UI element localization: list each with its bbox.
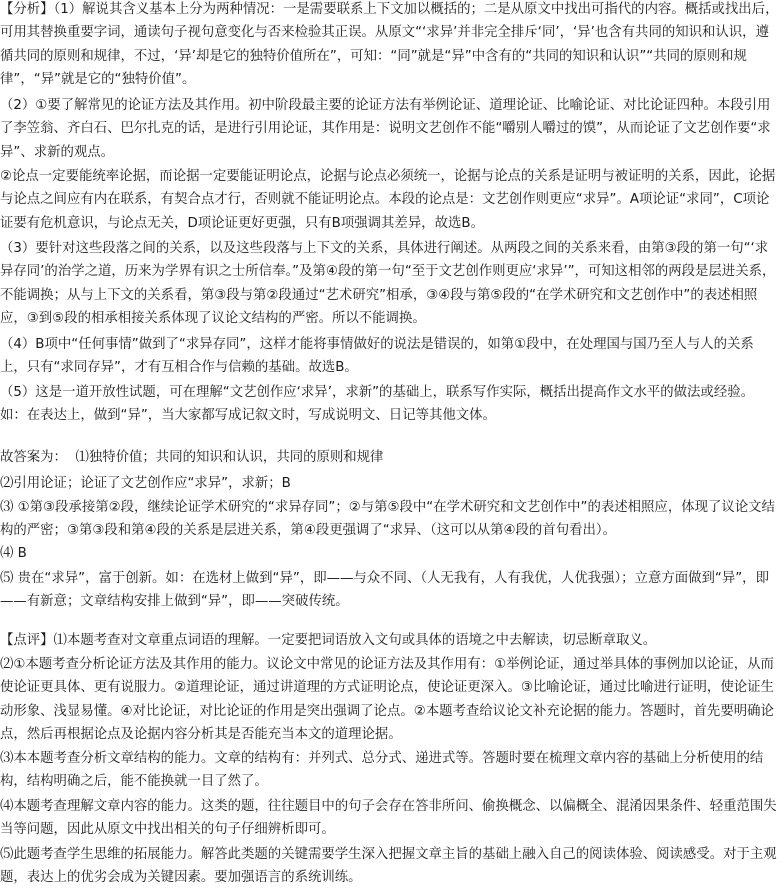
comment-1: 【点评】⑴本题考查对文章重点词语的理解。一定要把词语放入文句或具体的语境之中去解读，切忌断章取义。: [0, 633, 657, 648]
answer-4: ⑷ B: [0, 546, 27, 561]
answer-2: ⑵引用论证；论证了文艺创作应“求异”，求新；B: [0, 476, 291, 491]
analysis-part-3: （3）要针对这些段落之间的关系，以及这些段落与上下文的关系，具体进行阐述。从两段之间的关系来看，由第③段的第一句“‘求异存同’的治学之道，历来为学界有识之士所信奉。”及第④段的第一句“至于文艺创作则更应‘求异’”，可知这相邻的两段是层进关系，不能调换；从与上下文的关系看，第③段与第②段通过“艺术研究”相承，③④段与第⑤段的“在学术研究和文艺创作中”的表述相照应，③到⑤段的相承相接关系体现了议论文结构的严密。所以不能调换。: [0, 241, 776, 326]
comment-5: ⑸此题考查学生思维的拓展能力。解答此类题的关键需要学生深入把握文章主旨的基础上融入自己的阅读体验、阅读感受。对于主观题，表达上的优劣会成为关键因素。要加强语言的系统训练。: [0, 847, 777, 886]
comment-3: ⑶本本题考查分析文章结构的能力。文章的结构有：并列式、总分式、递进式等。答题时要在梳理文章内容的基础上分析使用的结构，结构明确之后，能不能换就一目了然了。: [0, 751, 764, 790]
analysis-part-2-2: ②论点一定要能统率论据，而论据一定要能证明论点，论据与论点必须统一，论据与论点的关系是证明与被证明的关系，因此，论据与论点之间应有内在联系，有契合点才行，否则就不能证明论点。本段的论点是：文艺创作则更应“求异”。A项论证“求同”，C项论证要有危机意识，与论点无关，D项论证更好更强，只有B项强调其差异，故选B。: [0, 169, 776, 231]
analysis-part-4: （4）B项中“任何事情”做到了“求异存同”，这样才能将事情做好的说法是错误的，如第①段中，在处理国与国乃至人与人的关系上，只有“求同存异”，才有互相合作与信赖的基础。故选B。: [0, 337, 754, 376]
answer-3: ⑶ ①第③段承接第②段，继续论证学术研究的“求异存同”；②与第⑤段中“在学术研究和文艺创作中”的表述相照应，体现了议论文结构的严密；③第③段和第④段的关系是层进关系，第④段更强调了“求异、（这可以从第④段的首句看出）。: [0, 500, 775, 539]
comment-4: ⑷本题考查理解文章内容的能力。这类的题，往往题目中的句子会存在答非所问、偷换概念、以偏概全、混淆因果条件、轻重范围失当等问题，因此从原文中找出相关的句子仔细辨析即可。: [0, 799, 777, 838]
analysis-part-1: 【分析】（1）解说其含义基本上分为两种情况：一是需要联系上下文加以概括的；二是从原文中找出可指代的内容。概括或找出后，可用其替换重要字词，通读句子视句意变化与否来检验其正误。从原文“‘求异’并非完全排斥‘同’，‘异’也含有共同的知识和认识，遵循共同的原则和规律，不过，‘异’却是它的独特价值所在”，可知：“同”就是“异”中含有的“共同的知识和认识”“共同的原则和规律”，“异”就是它的“独特价值”。: [0, 2, 779, 87]
answer-1: 故答案为： ⑴独特价值；共同的知识和认识，共同的原则和规律: [0, 450, 384, 465]
comment-2: ⑵①本题考查分析论证方法及其作用的能力。议论文中常见的论证方法及其作用有：①举例论证，通过举具体的事例加以论证，从而使论证更具体、更有说服力。②道理论证，通过讲道理的方式证明论点，使论证更深入。③比喻论证，通过比喻进行证明，使论证生动形象、浅显易懂。④对比论证，对比论证的作用是突出强调了论点。②本题考查给议论文补充论据的能力。答题时，首先要明确论点，然后再根据论点及论据内容分析其是否能充当本文的道理论据。: [0, 657, 774, 742]
analysis-part-5: （5）这是一道开放性试题，可在理解“文艺创作应‘求异’，求新”的基础上，联系写作实际，概括出提高作文水平的做法或经验。如：在表达上，做到“异”，当大家都写成记叙文时，写成说明文、日记等其他文体。: [0, 385, 754, 424]
answer-5: ⑸ 贵在“求异”，富于创新。如：在选材上做到“异”，即——与众不同、（人无我有，人有我优，人优我强）；立意方面做到“异”，即——有新意；文章结构安排上做到“异”，即——突破传统。: [0, 571, 769, 610]
analysis-part-2-1: （2）①要了解常见的论证方法及其作用。初中阶段最主要的论证方法有举例论证、道理论证、比喻论证、对比论证四种。本段引用了李笠翁、齐白石、巴尔扎克的话，是进行引用论证，其作用是：说明文艺创作不能“嚼别人嚼过的馍”，从而论证了文艺创作要“求异”、求新的观点。: [0, 98, 771, 160]
